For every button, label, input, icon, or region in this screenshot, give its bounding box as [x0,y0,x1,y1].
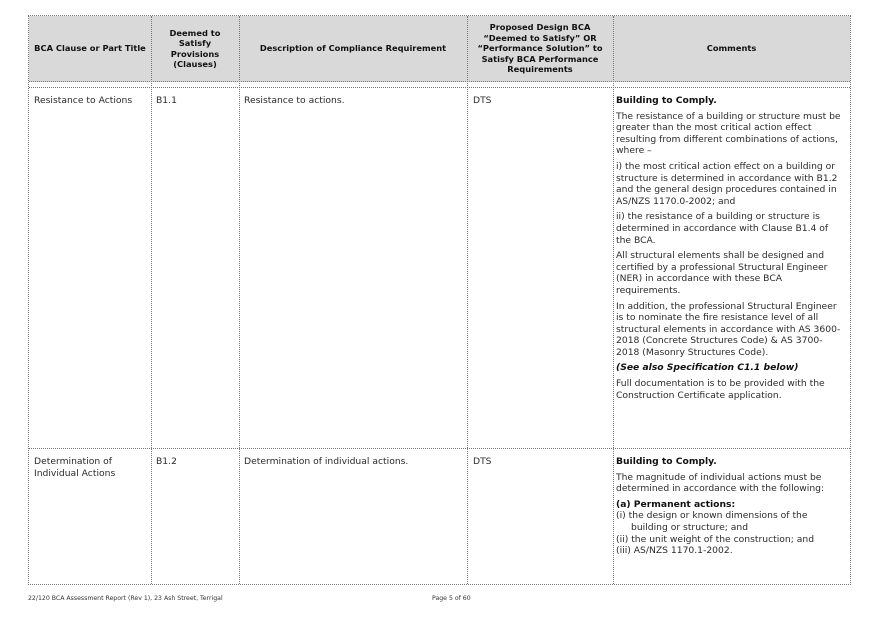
column-divider [467,16,468,584]
header-proposed-design: Proposed Design BCA “Deemed to Satisfy” OR “Performance Solution” to Satisfy BCA Performance Requirements [477,22,603,75]
header-description: Description of Compliance Requirement [259,43,447,54]
table-header [29,16,850,82]
header-bca-clause: BCA Clause or Part Title [34,43,146,54]
row2-title: Determination of Individual Actions [34,456,116,479]
row2-clause: B1.2 [156,456,177,467]
row1-comments [616,95,844,405]
compliance-table [28,15,851,585]
row-divider [29,448,850,449]
column-divider [151,16,152,584]
row2-comments [616,456,844,557]
row2-comment-item3: (iii) AS/NZS 1170.1-2002. [616,545,733,557]
row2-design: DTS [473,456,492,467]
row1-design: DTS [473,95,492,106]
row1-comment-see-also: (See also Specification C1.1 below) [616,362,799,374]
row2-comment-heading: Building to Comply. [616,456,717,467]
header-comments: Comments [706,43,757,54]
row1-clause: B1.1 [156,95,177,106]
row1-comment-p2: i) the most critical action effect on a building or structure is determined in accordance with B1.2 and the general design procedures contained in AS/NZS 1170.0-2002; and [616,160,838,207]
footer-report-title: 22/120 BCA Assessment Report (Rev 1), 23 Ash Street, Terrigal [28,595,223,602]
column-divider [613,16,614,584]
row1-comment-heading: Building to Comply. [616,95,717,106]
row2-comment-item2: (ii) the unit weight of the construction; and [616,533,815,545]
row1-comment-p4: All structural elements shall be designed and certified by a professional Structural Engineer (NER) in accordance with these BCA requirements. [616,250,828,296]
row1-comment-p5: In addition, the professional Structural Engineer is to nominate the fire resistance level of all structural elements in accordance with AS 3600-2018 (Concrete Structures Code) & AS 3700-2018 (Masonry Structures Code). [616,300,841,358]
row2-comment-item1: (i) the design or known dimensions of the building or structure; and [616,510,808,533]
row2-description: Determination of individual actions. [244,456,409,467]
header-dts-provisions: Deemed to Satisfy Provisions (Clauses) [169,27,221,69]
row1-comment-p3: ii) the resistance of a building or structure is determined in accordance with Clause B1.4 of the BCA. [616,211,829,246]
footer-page-number: Page 5 of 60 [432,595,471,602]
row1-description: Resistance to actions. [244,95,345,106]
row2-comment-subheading: (a) Permanent actions: [616,498,736,510]
row1-comment-p1: The resistance of a building or structure must be greater than the most critical action effect resulting from different combinations of actions, where – [616,110,841,157]
column-divider [239,16,240,584]
header-gap [29,82,850,88]
row2-comment-p1: The magnitude of individual actions must be determined in accordance with the following: [616,471,825,495]
row1-title: Resistance to Actions [34,95,133,106]
row1-comment-p7: Full documentation is to be provided with the Construction Certificate application. [616,378,825,401]
